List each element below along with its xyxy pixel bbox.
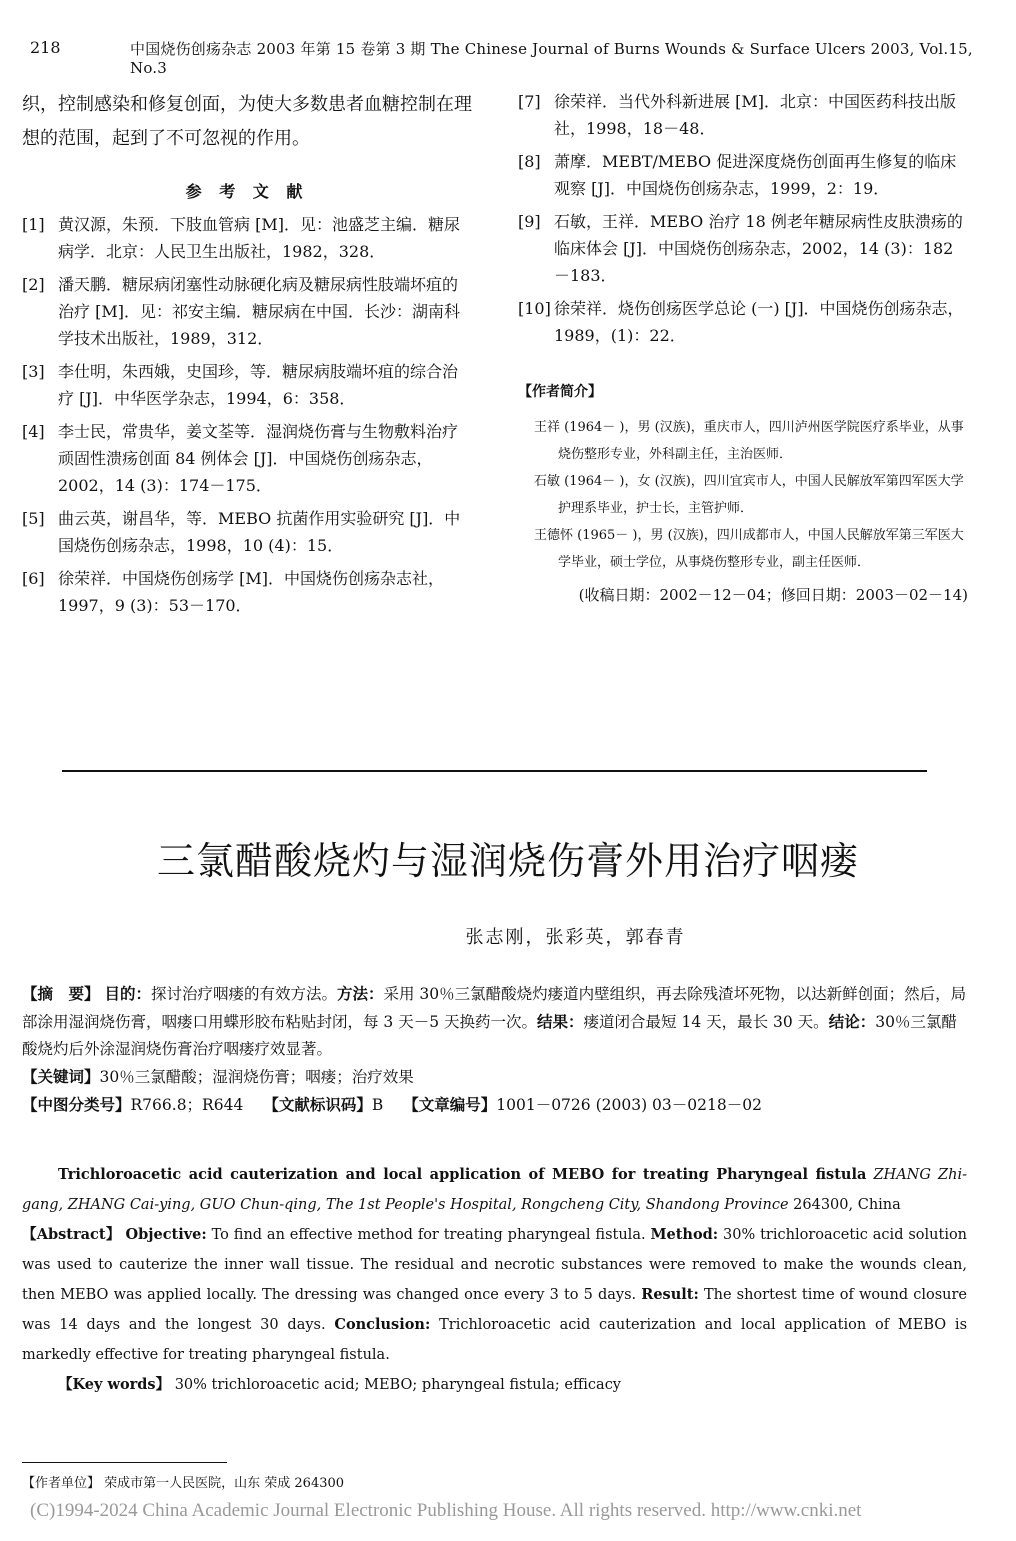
left-column [22,88,472,625]
article-id-label: 【文章编号】 [403,1095,497,1114]
conclusion-label: 结论： [828,1012,876,1031]
reference-number: [5] [22,509,45,528]
reference-number: [6] [22,569,45,588]
result-label: 结果： [537,1012,584,1031]
reference-item [22,565,472,619]
article-title: 三氯醋酸烧灼与湿润烧伤膏外用治疗咽瘘 [156,839,859,883]
reference-number: [8] [518,152,541,171]
body-paragraph: 织，控制感染和修复创面，为使大多数患者血糖控制在理想的范围，起到了不可忽视的作用。 [22,94,472,149]
reference-text: 萧摩．MEBT/MEBO 促进深度烧伤创面再生修复的临床观察 [J]．中国烧伤创疡杂志，1999，2：19． [554,152,957,198]
english-conclusion-text: Trichloroacetic acid cauterization and local application of MEBO is markedly effective for treating pharyngeal fistula. [22,1317,968,1363]
reference-text: 曲云英，谢昌华，等．MEBO 抗菌作用实验研究 [J]．中国烧伤创疡杂志，1998，10 (4)：15． [58,509,461,555]
result-text: 瘘道闭合最短 14 天，最长 30 天。 [583,1013,829,1031]
clc-label: 【中图分类号】 [22,1095,131,1114]
reference-text: 徐荣祥．烧伤创疡医学总论 (一) [J]．中国烧伤创疡杂志，1989，(1)：22． [554,299,964,345]
journal-title: 中国烧伤创疡杂志 2003 年第 15 卷第 3 期 The Chinese Journal of Burns Wounds & Surface Ulcers 2003, Vol.15, No.3 [130,40,973,77]
reference-list [518,88,968,349]
reference-number: [10] [518,299,551,318]
author-bio-heading: 【作者简介】 [518,384,602,400]
english-method-label: Method: [650,1226,719,1243]
reference-number: [3] [22,362,45,381]
english-title: Trichloroacetic acid cauterization and local application of MEBO for treating Pharyngeal fistula [58,1166,867,1183]
english-objective-text: To find an effective method for treating pharyngeal fistula. [211,1227,646,1243]
english-zip: 264300, China [793,1197,901,1213]
reference-item [518,88,968,142]
english-keywords-label: 【Key words】 [58,1376,171,1393]
reference-item [518,148,968,202]
running-header [30,38,980,77]
english-authors: ZHANG Zhi-gang, ZHANG Cai-ying, GUO Chun-qing, The 1st People's Hospital, Rongcheng City, Shandong Province [22,1167,967,1213]
reference-text: 黄汉源，朱预．下肢血管病 [M]．见：池盛芝主编．糖尿病学．北京：人民卫生出版社，1982，328． [58,215,460,261]
method-text: 采用 30％三氯醋酸烧灼瘘道内壁组织，再去除残渣坏死物，以达新鲜创面；然后，局部涂用湿润烧伤膏，咽瘘口用蝶形胶布粘贴封闭，每 3 天－5 天换药一次。 [22,985,967,1031]
reference-number: [4] [22,422,45,441]
reference-text: 徐荣祥．当代外科新进展 [M]．北京：中国医药科技出版社，1998，18－48． [554,92,956,138]
reference-number: [7] [518,92,541,111]
objective-text: 探讨治疗咽瘘的有效方法。 [150,985,337,1003]
reference-number: [2] [22,275,45,294]
doc-code-label: 【文献标识码】 [263,1095,372,1114]
author-bio: 王祥 (1964－ )，男 (汉族)，重庆市人，四川泸州医学院医疗系毕业，从事烧伤整形专业，外科副主任，主治医师． [534,420,964,462]
footnote-rule [22,1462,227,1463]
reference-number: [1] [22,215,45,234]
received-dates: (收稿日期：2002－12－04；修回日期：2003－02－14) [578,586,968,604]
method-label: 方法： [336,984,384,1003]
article-id-value: 1001－0726 (2003) 03－0218－02 [496,1096,762,1114]
reference-number: [9] [518,212,541,231]
english-keywords-text: 30% trichloroacetic acid; MEBO; pharyngeal fistula; efficacy [174,1377,622,1393]
page-number: 218 [30,38,61,57]
reference-item [518,295,968,349]
english-result-text: The shortest time of wound closure was 14 days and the longest 30 days. [22,1287,968,1333]
author-bio-list [518,414,968,576]
doc-code-value: B [371,1096,384,1114]
reference-text: 李士民，常贵华，姜文荃等．湿润烧伤膏与生物敷料治疗顽固性溃疡创面 84 例体会 [J]．中国烧伤创疡杂志，2002，14 (3)：174－175． [58,422,459,495]
reference-item [22,418,472,499]
chinese-abstract [22,980,967,1119]
keywords-text: 30％三氯醋酸；湿润烧伤膏；咽瘘；治疗效果 [99,1068,414,1086]
author-affiliation-footnote: 【作者单位】 荣成市第一人民医院，山东 荣成 264300 [22,1476,345,1491]
conclusion-text: 30％三氯醋酸烧灼后外涂湿润烧伤膏治疗咽瘘疗效显著。 [22,1013,957,1058]
reference-text: 潘天鹏．糖尿病闭塞性动脉硬化病及糖尿病性肢端坏疽的治疗 [M]．见：祁安主编．糖尿病在中国．长沙：湖南科学技术出版社，1989，312． [58,275,460,348]
reference-item [22,271,472,352]
article-authors: 张志刚，张彩英，郭春青 [465,927,686,948]
english-result-label: Result: [641,1286,699,1303]
author-bio: 王德怀 (1965－ )，男 (汉族)，四川成都市人，中国人民解放军第三军医大学毕业，硕士学位，从事烧伤整形专业，副主任医师． [534,528,964,570]
reference-item [518,208,968,289]
references-heading: 参 考 文 献 [185,182,309,201]
clc-value: R766.8；R644 [130,1096,244,1114]
keywords-label: 【关键词】 [22,1067,100,1086]
section-divider [62,770,927,772]
abstract-label: 【摘 要】 [22,984,100,1003]
reference-text: 李仕明，朱西娥，史国珍，等．糖尿病肢端坏疽的综合治疗 [J]．中华医学杂志，1994，6：358． [58,362,459,408]
reference-item [22,211,472,265]
cnki-watermark: (C)1994-2024 China Academic Journal Electronic Publishing House. All rights reserved. http://www.cnki.net [30,1500,862,1521]
right-column [518,88,968,609]
reference-list [22,211,472,619]
english-conclusion-label: Conclusion: [334,1316,431,1333]
english-abstract [22,1160,967,1400]
english-method-text: 30% trichloroacetic acid solution was used to cauterize the inner wall tissue. The residual and necrotic substances were removed to make the wounds clean, then MEBO was applied locally. The dressing was changed once every 3 to 5 days. [22,1227,968,1303]
author-bio: 石敏 (1964－ )，女 (汉族)，四川宜宾市人，中国人民解放军第四军医大学护理系毕业，护士长，主管护师． [534,474,964,516]
reference-item [22,505,472,559]
reference-item [22,358,472,412]
english-abstract-label: 【Abstract】 [22,1226,121,1243]
reference-text: 石敏，王祥．MEBO 治疗 18 例老年糖尿病性皮肤溃疡的临床体会 [J]．中国烧伤创疡杂志，2002，14 (3)：182－183． [554,212,963,285]
reference-text: 徐荣祥．中国烧伤创疡学 [M]．中国烧伤创疡杂志社，1997，9 (3)：53－170． [58,569,444,615]
english-objective-label: Objective: [125,1226,207,1243]
objective-label: 目的： [104,984,151,1003]
